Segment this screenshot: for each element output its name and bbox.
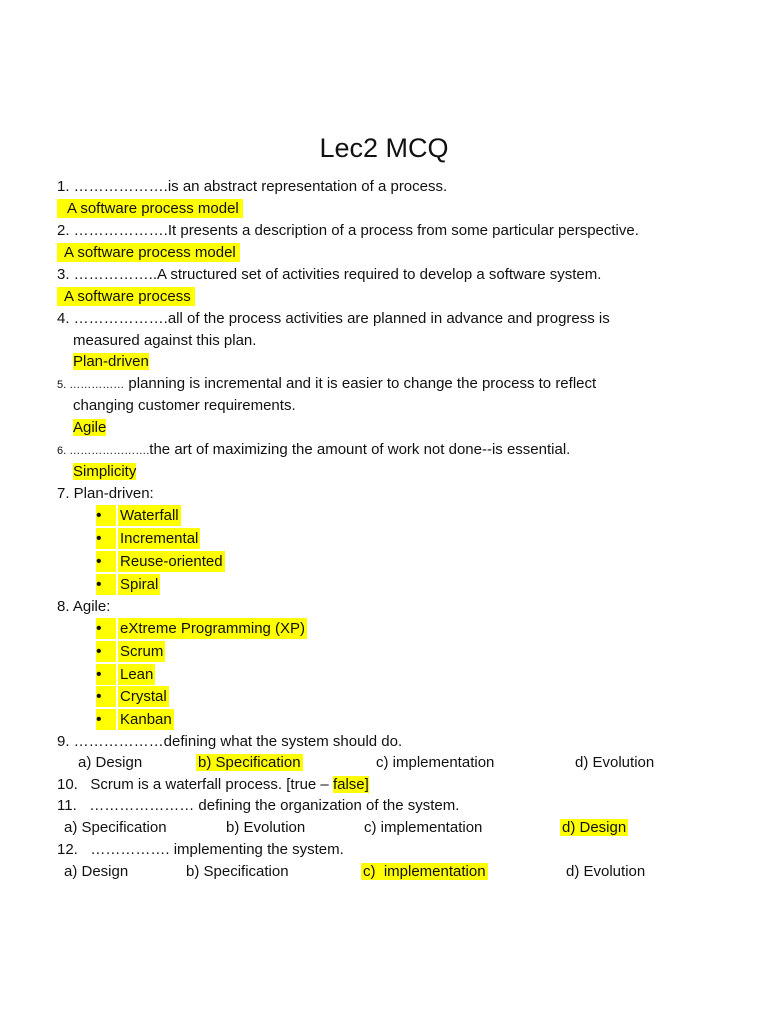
list-item-label: Incremental (120, 530, 199, 547)
question-11: 11. ………………… defining the organization of the system. (57, 797, 460, 814)
list-item-label: Kanban (120, 711, 172, 728)
question-1: 1. ……………….is an abstract representation of a process. (57, 178, 448, 195)
answer-10-highlight: false] (332, 776, 369, 793)
answer-4 (73, 351, 149, 372)
list-item (96, 686, 356, 707)
bullet-icon: • (96, 620, 102, 637)
bullet-icon: • (96, 688, 102, 705)
question-4-line-1: 4. ……………….all of the process activities are planned in advance and progress is (57, 310, 610, 327)
bullet-icon: • (96, 530, 102, 547)
list-item-label: Crystal (120, 688, 167, 705)
list-item (96, 709, 356, 730)
answer-1 (57, 198, 243, 219)
question-9-option-b (196, 752, 303, 773)
question-4-line-2: measured against this plan. (73, 332, 257, 349)
bullet-icon: • (96, 666, 102, 683)
list-item (96, 641, 356, 662)
question-5-line-1 (57, 373, 596, 396)
bullet-icon: • (96, 643, 102, 660)
question-11-option-b: b) Evolution (226, 819, 306, 836)
answer-3 (57, 286, 195, 307)
answer-2 (57, 242, 240, 263)
question-12: 12. ……………. implementing the system. (57, 841, 344, 858)
list-item-label: Spiral (120, 576, 159, 593)
question-8: 8. Agile: (57, 598, 111, 615)
question-5-line-2: changing customer requirements. (73, 397, 296, 414)
answer-3-highlight: A software process (57, 287, 195, 306)
bullet-icon: • (96, 711, 102, 728)
question-3: 3. ……………..A structured set of activities required to develop a software system. (57, 266, 602, 283)
question-12-option-d: d) Evolution (566, 863, 646, 880)
answer-5 (73, 417, 106, 438)
question-11-option-a: a) Specification (64, 819, 167, 836)
list-item (96, 505, 296, 526)
question-12-answer-highlight: c) implementation (363, 863, 486, 880)
question-6-text: the art of maximizing the amount of work not done--is essential. (149, 441, 571, 458)
question-9-option-a: a) Design (78, 754, 143, 771)
list-item (96, 528, 296, 549)
question-9-option-c: c) implementation (376, 754, 495, 771)
list-item-label: Reuse-oriented (120, 553, 223, 570)
question-2: 2. ……………….It presents a description of a process from some particular perspective. (57, 222, 639, 239)
question-5-blank: 5. …………… (57, 379, 125, 391)
question-6 (57, 439, 570, 462)
question-9-answer-highlight: b) Specification (198, 754, 301, 771)
question-9: 9. ………………defining what the system should do. (57, 733, 403, 750)
page-title: Lec2 MCQ (319, 133, 449, 163)
list-item-label: eXtreme Programming (XP) (120, 620, 306, 637)
bullet-icon: • (96, 553, 102, 570)
list-item (96, 664, 356, 685)
question-12-option-a: a) Design (64, 863, 129, 880)
list-item (96, 551, 296, 572)
question-9-option-d: d) Evolution (575, 754, 655, 771)
answer-2-highlight: A software process model (57, 243, 240, 262)
question-10 (57, 774, 369, 795)
question-11-option-d (560, 817, 628, 838)
question-11-option-c: c) implementation (364, 819, 483, 836)
bullet-icon: • (96, 576, 102, 593)
question-5-text: planning is incremental and it is easier to change the process to reflect (124, 375, 597, 392)
list-item (96, 574, 296, 595)
list-item-label: Lean (120, 666, 154, 683)
answer-1-highlight: A software process model (57, 199, 243, 218)
list-item-label: Waterfall (120, 507, 179, 524)
list-item (96, 618, 356, 639)
question-12-option-c (361, 861, 488, 882)
bullet-icon: • (96, 507, 102, 524)
answer-4-highlight: Plan-driven (73, 353, 149, 370)
question-11-answer-highlight: d) Design (562, 819, 627, 836)
question-12-option-b: b) Specification (186, 863, 289, 880)
question-7: 7. Plan-driven: (57, 485, 154, 502)
answer-5-highlight: Agile (73, 419, 107, 436)
answer-6 (73, 461, 136, 482)
question-6-blank: 6. …………………. (57, 445, 150, 457)
list-item-label: Scrum (120, 643, 164, 660)
answer-6-highlight: Simplicity (73, 463, 137, 480)
question-10-text: 10. Scrum is a waterfall process. [true – (57, 776, 333, 793)
